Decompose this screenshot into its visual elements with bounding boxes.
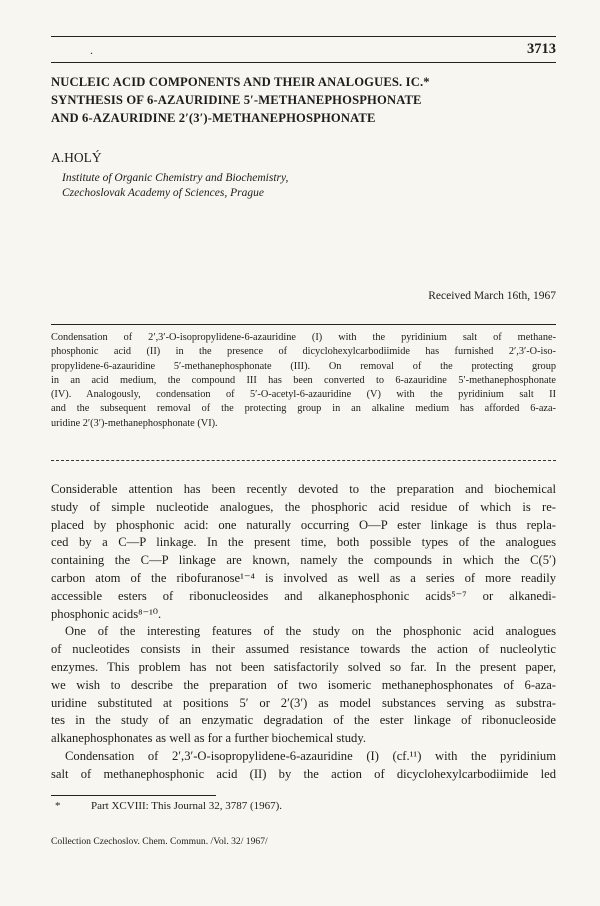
abstract-line: and the subsequent removal of the protecting group in an alkaline medium has afforded 6-aza-	[51, 403, 556, 415]
body-line: ced by a C—P linkage. In the present time, both possible types of the analogues	[51, 535, 556, 550]
footnote-text: Part XCVIII: This Journal 32, 3787 (1967).	[91, 800, 283, 812]
abstract-line: (IV). Analogously, condensation of 5′-O-acetyl-6-azauridine (V) with the pyridinium salt II	[51, 389, 556, 400]
body-line: carbon atom of the ribofuranose¹⁻⁴ is involved as well as a series of more readily	[51, 570, 556, 585]
header-rule	[51, 62, 556, 63]
body-line: placed by phosphonic acid: one naturally occurring O—P ester linkage is thus repla-	[51, 517, 556, 532]
body-line: study of simple nucleotide analogues, the phosphoric acid residue of which is re-	[51, 499, 556, 514]
abstract-rule-bottom	[51, 460, 556, 461]
title-line: AND 6-AZAURIDINE 2′(3′)-METHANEPHOSPHONATE	[51, 111, 376, 125]
body-line: phosphonic acids⁸⁻¹⁰.	[51, 606, 162, 621]
abstract-line: in an acid medium, the compound III has been converted to 6-azauridine 5′-methanephosphonate	[51, 374, 556, 386]
body-line: alkanephosphonates as well as for a further biochemical study.	[51, 731, 366, 746]
author-name: A.HOLÝ	[51, 150, 102, 165]
journal-footer: Collection Czechoslov. Chem. Commun. /Vol. 32/ 1967/	[51, 836, 268, 847]
body-line: salt of methanephosphonic acid (II) by the action of dicyclohexylcarbodiimide led	[51, 766, 556, 781]
body-text	[51, 481, 556, 784]
body-line: accessible esters of ribonucleosides and alkanephosphonic acids⁵⁻⁷ or alkanedi-	[51, 588, 556, 603]
footnote-rule	[51, 795, 216, 796]
body-line: Considerable attention has been recently devoted to the preparation and biochemical	[51, 482, 556, 496]
affiliation-line: Institute of Organic Chemistry and Biochemistry,	[62, 172, 289, 184]
abstract	[51, 331, 556, 431]
footnote	[55, 799, 282, 813]
author-affiliation	[62, 171, 288, 201]
article-title	[51, 73, 571, 127]
body-line: of nucleotides consists in their assumed resistance towards the action of nucleolytic	[51, 642, 556, 657]
body-line: Condensation of 2′,3′-O-isopropylidene-6-azauridine (I) (cf.¹¹) with the pyridinium	[65, 748, 556, 763]
affiliation-line: Czechoslovak Academy of Sciences, Prague	[62, 187, 264, 199]
top-rule	[51, 36, 556, 37]
footnote-marker: *	[55, 800, 61, 812]
abstract-line: uridine 2′(3′)-methanephosphonate (VI).	[51, 417, 218, 429]
abstract-line: Condensation of 2′,3′-O-isopropylidene-6-azauridine (I) with the pyridinium salt of methane-	[51, 332, 556, 343]
page-number: 3713	[527, 41, 556, 57]
title-line: SYNTHESIS OF 6-AZAURIDINE 5′-METHANEPHOSPHONATE	[51, 93, 422, 107]
abstract-rule-top	[51, 324, 556, 325]
body-line: tes in the study of an enzymatic degradation of the ester linkage of ribonucleoside	[51, 713, 556, 728]
abstract-line: phosphonic acid (II) in the presence of dicyclohexylcarbodiimide has furnished 2′,3′-O-iso-	[51, 346, 556, 358]
body-line: we wish to describe the preparation of two isomeric methanephosphonates of 6-aza-	[51, 677, 556, 692]
body-line: containing the C—P linkage are known, namely the compounds in which the C(5′)	[51, 553, 556, 568]
received-date: Received March 16th, 1967	[428, 290, 556, 302]
header-dot: .	[90, 43, 93, 57]
body-line: uridine substituted at positions 5′ or 2′(3′) as model substances serving as substra-	[51, 695, 556, 710]
body-line: One of the interesting features of the study on the phosphonic acid analogues	[65, 624, 556, 639]
abstract-line: propylidene-6-azauridine 5′-methanephosphonate (III). On removal of the protecting group	[51, 360, 556, 372]
title-line: NUCLEIC ACID COMPONENTS AND THEIR ANALOGUES. IC.*	[51, 75, 430, 89]
body-line: enzymes. This problem has not been satisfactorily solved so far. In the present paper,	[51, 659, 556, 674]
